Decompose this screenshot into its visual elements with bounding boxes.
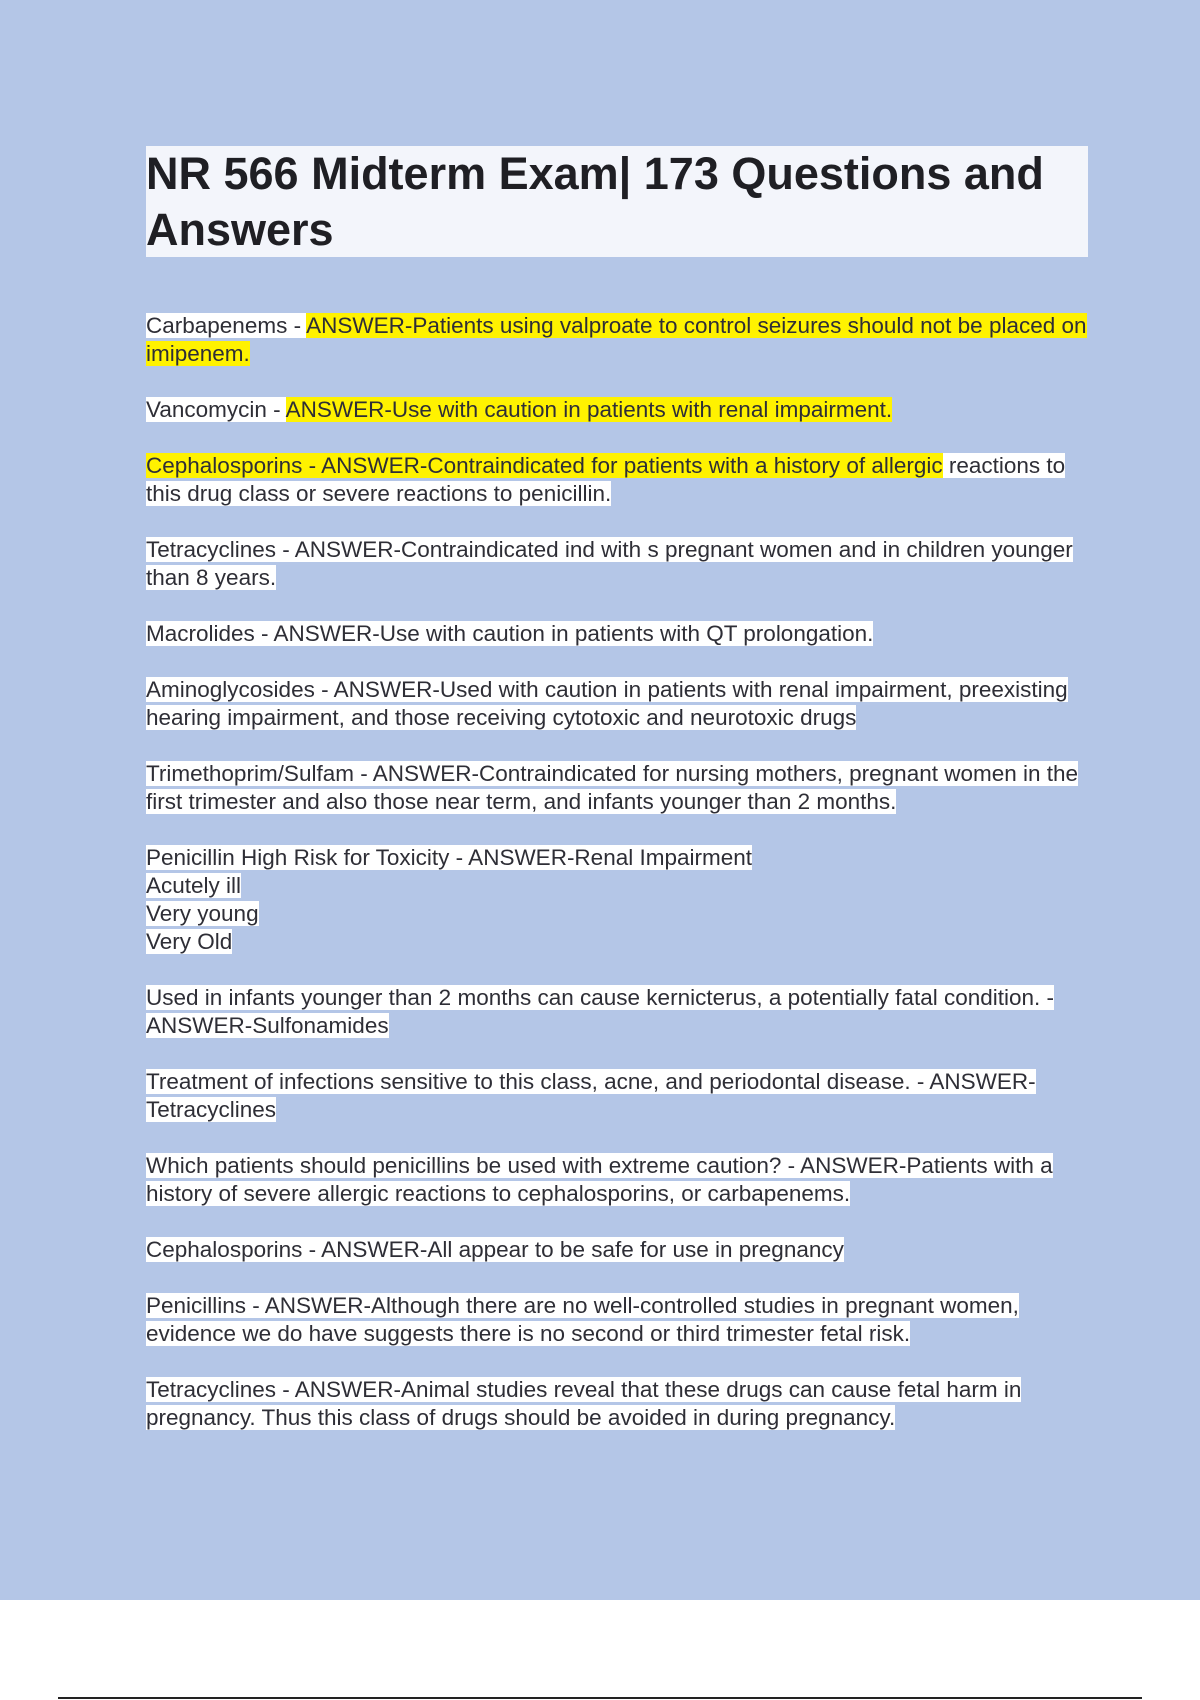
qa-line [146, 928, 1096, 956]
qa-item-tetracyclines-contraindication [146, 536, 1096, 592]
qa-item-aminoglycosides [146, 676, 1096, 732]
qa-item-vancomycin [146, 396, 1096, 424]
qa-item-carbapenems [146, 312, 1096, 368]
qa-text: Cephalosporins - ANSWER-All appear to be safe for use in pregnancy [146, 1237, 844, 1262]
qa-item-tetracyclines-pregnancy [146, 1376, 1096, 1432]
qa-term: Carbapenems - [146, 313, 307, 338]
qa-text: reactions to this drug class or severe reactions to penicillin. [146, 453, 1066, 506]
qa-item-sulfonamides [146, 984, 1096, 1040]
qa-text: Used in infants younger than 2 months can cause kernicterus, a potentially fatal condition. - ANSWER-Sulfonamides [146, 985, 1055, 1038]
qa-answer-highlighted: ANSWER-Use with caution in patients with renal impairment. [285, 397, 893, 422]
qa-item-cephalosporins-pregnancy [146, 1236, 1096, 1264]
qa-text: Tetracyclines - ANSWER-Animal studies reveal that these drugs can cause fetal harm in pregnancy. Thus this class of drugs should be avoided in during pregnancy. [146, 1377, 1022, 1430]
qa-text: Treatment of infections sensitive to this class, acne, and periodontal disease. - ANSWER-Tetracyclines [146, 1069, 1036, 1122]
document-title: NR 566 Midterm Exam| 173 Questions and Answers [146, 148, 1044, 255]
footer-rule [58, 1697, 1142, 1699]
qa-item-macrolides [146, 620, 1096, 648]
qa-line [146, 844, 1096, 872]
qa-text: Aminoglycosides - ANSWER-Used with caution in patients with renal impairment, preexisting hearing impairment, and those receiving cytotoxic and neurotoxic drugs [146, 677, 1068, 730]
qa-line-text: Very Old [146, 929, 233, 954]
qa-term: Vancomycin - [146, 397, 286, 422]
qa-item-trimethoprim-sulfam [146, 760, 1096, 816]
qa-answer-highlighted: ANSWER-Patients using valproate to control seizures should not be placed on imipenem. [146, 313, 1087, 366]
qa-line-text: Acutely ill [146, 873, 242, 898]
qa-list [146, 312, 1096, 1460]
qa-text-highlighted: Cephalosporins - ANSWER-Contraindicated for patients with a history of allergic [146, 453, 943, 478]
qa-item-penicillin-caution [146, 1152, 1096, 1208]
qa-line-text: Very young [146, 901, 259, 926]
qa-item-penicillins-pregnancy [146, 1292, 1096, 1348]
qa-line [146, 872, 1096, 900]
qa-text: Penicillins - ANSWER-Although there are no well-controlled studies in pregnant women, evidence we do have suggests there is no second or third trimester fetal risk. [146, 1293, 1019, 1346]
qa-text: Tetracyclines - ANSWER-Contraindicated ind with s pregnant women and in children younger than 8 years. [146, 537, 1073, 590]
qa-item-cephalosporins-contraindication [146, 452, 1096, 508]
qa-text: Trimethoprim/Sulfam - ANSWER-Contraindicated for nursing mothers, pregnant women in the first trimester and also those near term, and infants younger than 2 months. [146, 761, 1079, 814]
qa-text: Which patients should penicillins be used with extreme caution? - ANSWER-Patients with a history of severe allergic reactions to cephalosporins, or carbapenems. [146, 1153, 1053, 1206]
qa-line-text: Penicillin High Risk for Toxicity - ANSWER-Renal Impairment [146, 845, 753, 870]
qa-item-penicillin-toxicity [146, 844, 1096, 956]
qa-item-tetracyclines-treatment [146, 1068, 1096, 1124]
qa-text: Macrolides - ANSWER-Use with caution in patients with QT prolongation. [146, 621, 874, 646]
qa-line [146, 900, 1096, 928]
